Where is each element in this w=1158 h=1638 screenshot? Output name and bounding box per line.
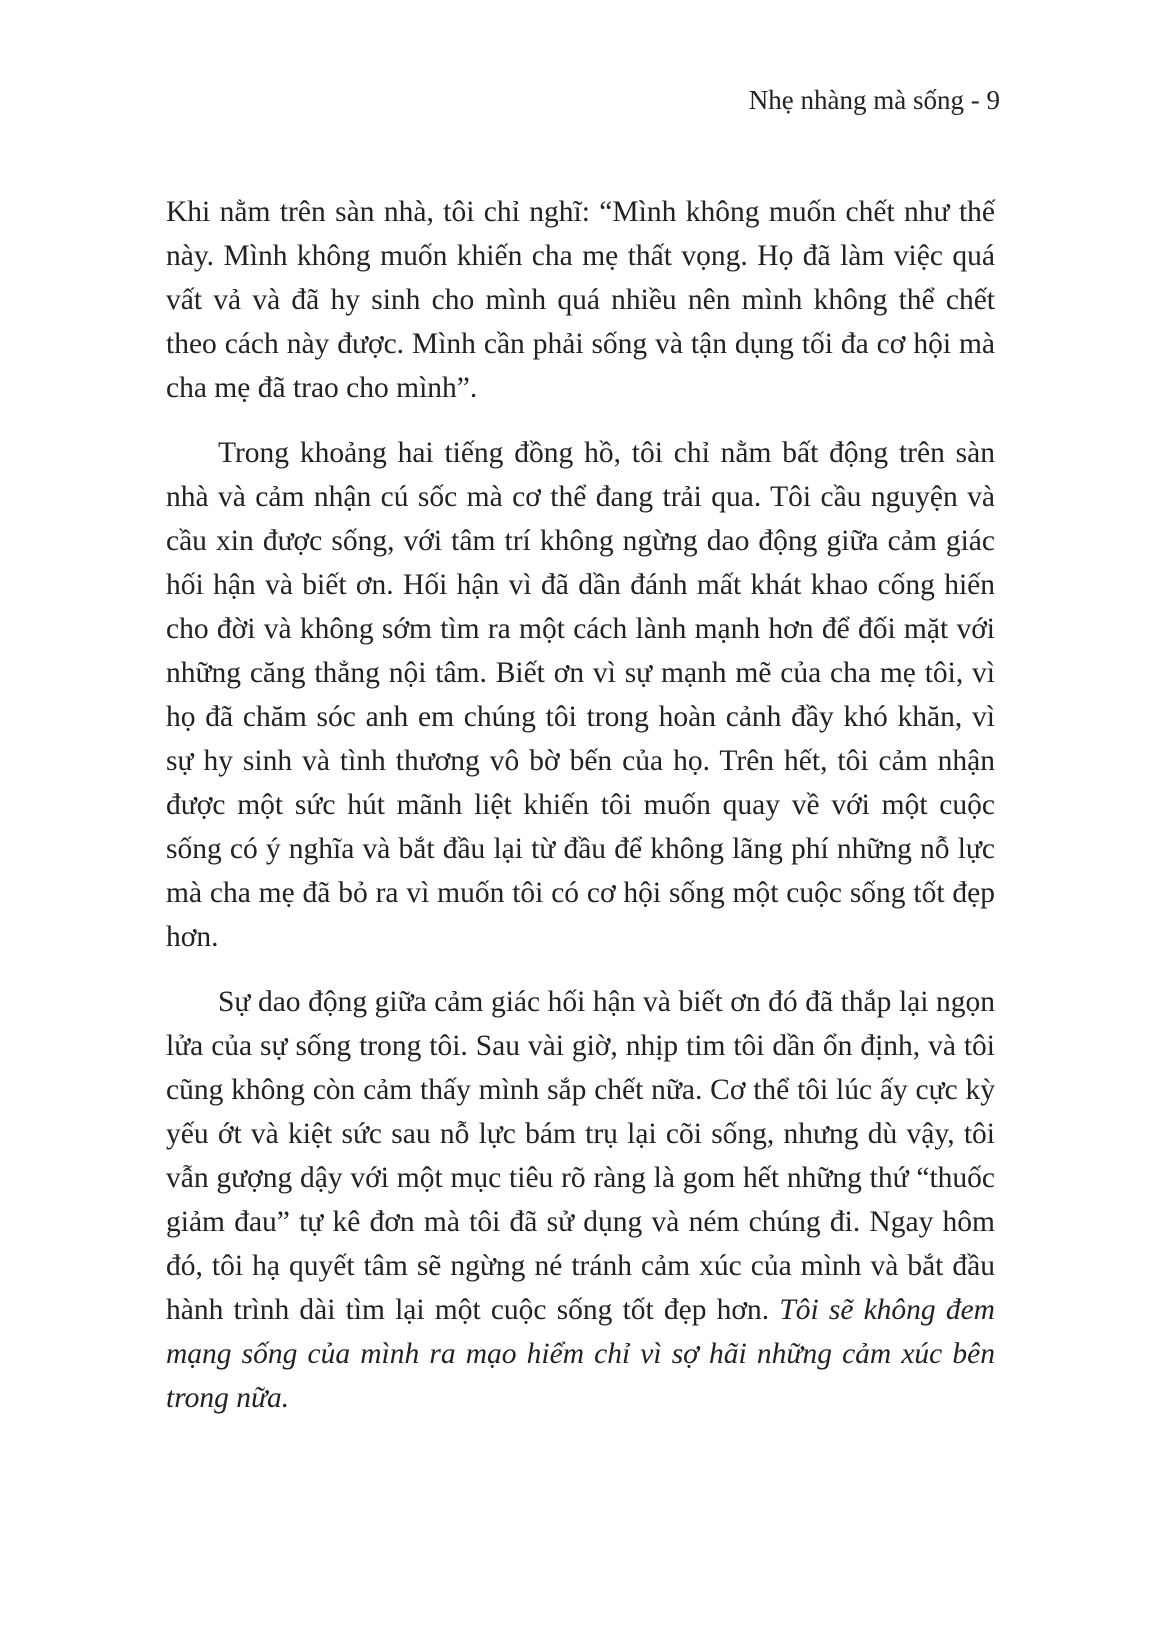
header-separator: - <box>964 85 987 115</box>
paragraph-3-text: Sự dao động giữa cảm giác hối hận và biết ơn đó đã thắp lại ngọn lửa của sự sống trong tôi. Sau vài giờ, nhịp tim tôi dần ổn định, và tôi cũng không còn cảm thấy mình sắp chết nữa. Cơ thể tôi lúc ấy cực kỳ yếu ớt và kiệt sức sau nỗ lực bám trụ lại cõi sống, nhưng dù vậy, tôi vẫn gượng dậy với một mục tiêu rõ ràng là gom hết những thứ “thuốc giảm đau” tự kê đơn mà tôi đã sử dụng và ném chúng đi. Ngay hôm đó, tôi hạ quyết tâm sẽ ngừng né tránh cảm xúc của mình và bắt đầu hành trình dài tìm lại một cuộc sống tốt đẹp hơn. <box>166 986 995 1326</box>
paragraph-2: Trong khoảng hai tiếng đồng hồ, tôi chỉ nằm bất động trên sàn nhà và cảm nhận cú sốc mà cơ thể đang trải qua. Tôi cầu nguyện và cầu xin được sống, với tâm trí không ngừng dao động giữa cảm giác hối hận và biết ơn. Hối hận vì đã dần đánh mất khát khao cống hiến cho đời và không sớm tìm ra một cách lành mạnh hơn để đối mặt với những căng thẳng nội tâm. Biết ơn vì sự mạnh mẽ của cha mẹ tôi, vì họ đã chăm sóc anh em chúng tôi trong hoàn cảnh đầy khó khăn, vì sự hy sinh và tình thương vô bờ bến của họ. Trên hết, tôi cảm nhận được một sức hút mãnh liệt khiến tôi muốn quay về với một cuộc sống có ý nghĩa và bắt đầu lại từ đầu để không lãng phí những nỗ lực mà cha mẹ đã bỏ ra vì muốn tôi có cơ hội sống một cuộc sống tốt đẹp hơn. <box>166 437 995 953</box>
paragraph-3-italic-text: Tôi sẽ không đem mạng sống của mình ra mạo hiểm chỉ vì sợ hãi những cảm xúc bên trong nữa. <box>166 1294 995 1414</box>
paragraph-3 <box>166 980 995 1420</box>
page-number: 9 <box>986 85 1000 115</box>
paragraph-1: Khi nằm trên sàn nhà, tôi chỉ nghĩ: “Mình không muốn chết như thế này. Mình không muốn khiến cha mẹ thất vọng. Họ đã làm việc quá vất vả và đã hy sinh cho mình quá nhiều nên mình không thể chết theo cách này được. Mình cần phải sống và tận dụng tối đa cơ hội mà cha mẹ đã trao cho mình”. <box>166 196 995 404</box>
running-header <box>749 82 1000 118</box>
body-text <box>166 190 995 1441</box>
book-title: Nhẹ nhàng mà sống <box>748 85 964 115</box>
